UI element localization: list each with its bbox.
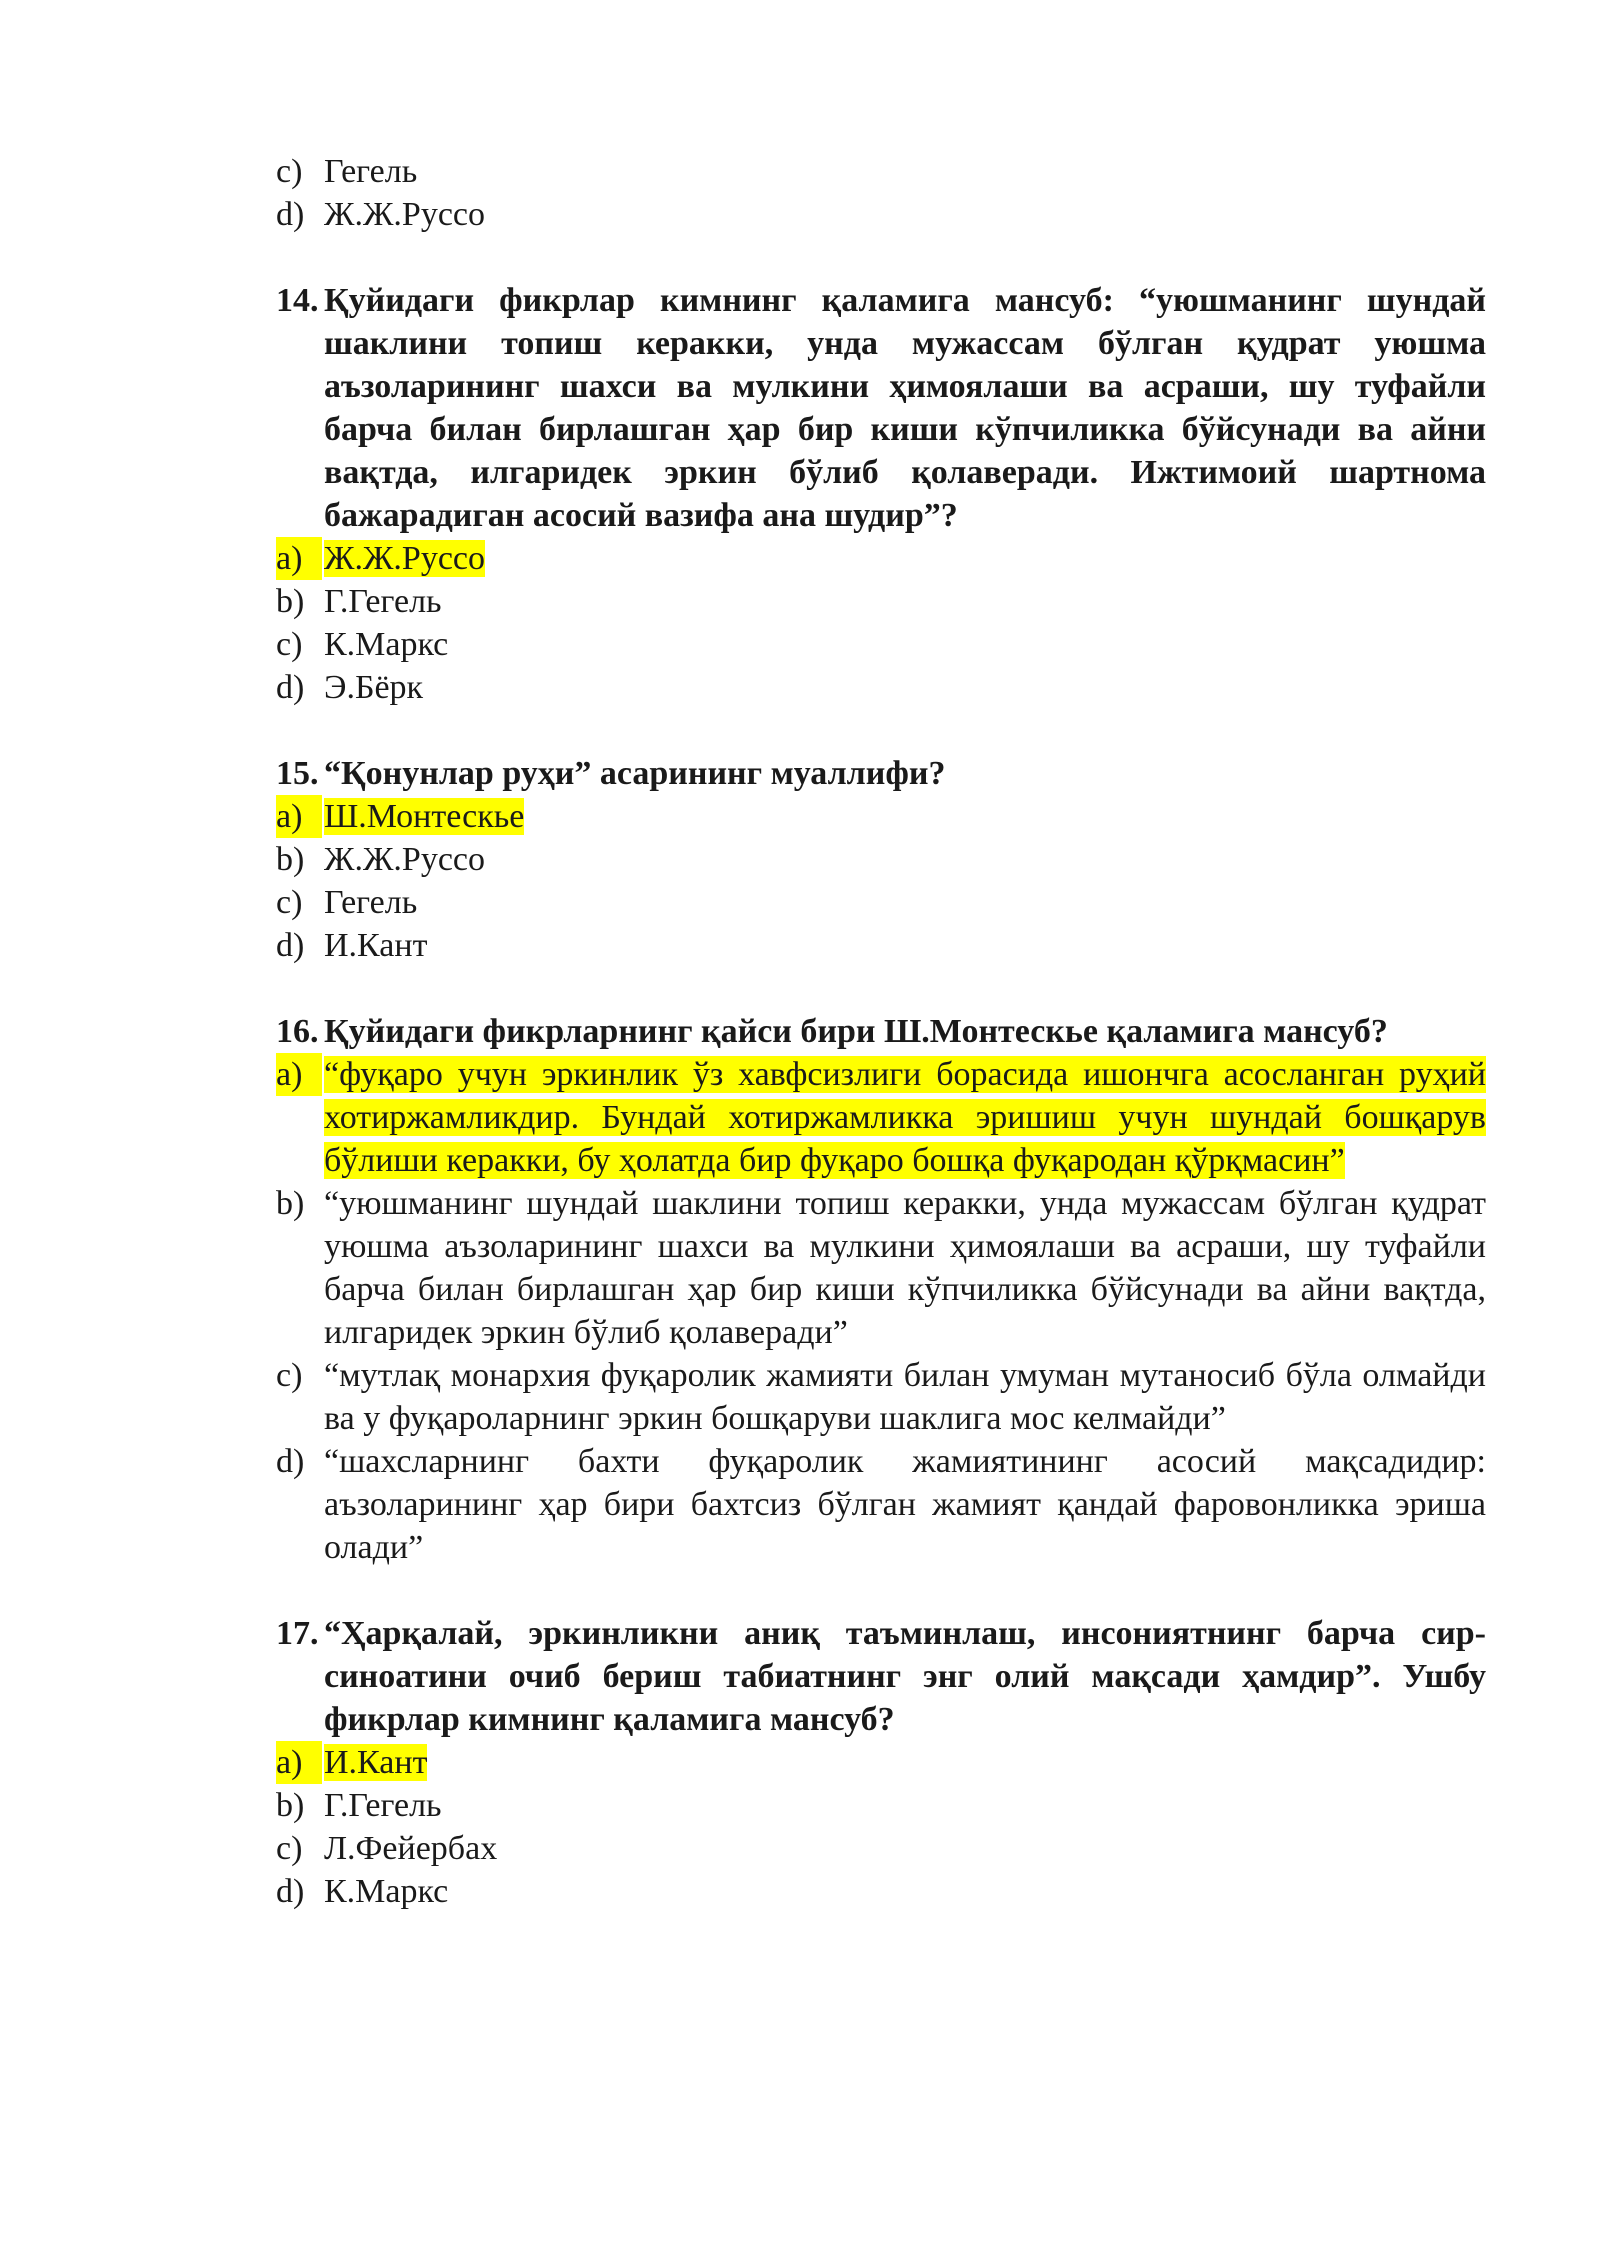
answer-option bbox=[276, 881, 1486, 924]
option-letter: a) bbox=[276, 795, 302, 838]
question-14 bbox=[276, 279, 1486, 537]
option-letter: b) bbox=[276, 1185, 305, 1222]
answer-option bbox=[276, 1784, 1486, 1827]
question-17 bbox=[276, 1612, 1486, 1741]
option-letter: c) bbox=[276, 153, 303, 190]
option-letter: d) bbox=[276, 669, 305, 706]
question-number: 15. bbox=[276, 755, 319, 792]
option-text: Г.Гегель bbox=[324, 1787, 442, 1824]
answer-option bbox=[276, 623, 1486, 666]
document-page bbox=[276, 150, 1486, 1913]
answer-option bbox=[276, 1827, 1486, 1870]
option-text: “шахсларнинг бахти фуқаролик жамиятининг асосий мақсадидир: аъзоларининг ҳар бири бахтсиз бўлган жамият қандай фаровонликка эриша олади” bbox=[324, 1443, 1486, 1566]
option-text: Гегель bbox=[324, 884, 418, 921]
question-text: Қуйидаги фикрларнинг қайси бири Ш.Монтескье қаламига мансуб? bbox=[324, 1013, 1388, 1050]
question-text: “Ҳарқалай, эркинликни аниқ таъминлаш, инсониятнинг барча сир-синоатини очиб бериш табиатнинг энг олий мақсади ҳамдир”. Ушбу фикрлар кимнинг қаламига мансуб? bbox=[324, 1615, 1486, 1738]
option-text: “мутлақ монархия фуқаролик жамияти билан умуман мутаносиб бўла олмайди ва у фуқароларнинг эркин бошқаруви шаклига мос келмайди” bbox=[324, 1357, 1486, 1437]
option-letter: c) bbox=[276, 1830, 303, 1867]
option-text: Ж.Ж.Руссо bbox=[324, 540, 486, 577]
option-letter: a) bbox=[276, 1053, 302, 1096]
option-text: К.Маркс bbox=[324, 626, 449, 663]
answer-option bbox=[276, 150, 1486, 193]
answer-option bbox=[276, 1354, 1486, 1440]
question-number: 16. bbox=[276, 1013, 319, 1050]
option-letter: d) bbox=[276, 196, 305, 233]
option-text: Ж.Ж.Руссо bbox=[324, 196, 486, 233]
option-letter: b) bbox=[276, 841, 305, 878]
question-16 bbox=[276, 1010, 1486, 1053]
option-text: Л.Фейербах bbox=[324, 1830, 498, 1867]
option-text: Гегель bbox=[324, 153, 418, 190]
option-letter: b) bbox=[276, 583, 305, 620]
answer-option-correct bbox=[276, 1053, 1486, 1182]
answer-option bbox=[276, 1182, 1486, 1354]
option-text: И.Кант bbox=[324, 927, 428, 964]
option-letter: c) bbox=[276, 1357, 303, 1394]
question-text: “Қонунлар руҳи” асарининг муаллифи? bbox=[324, 755, 946, 792]
option-letter: b) bbox=[276, 1787, 305, 1824]
option-letter: d) bbox=[276, 1443, 305, 1480]
answer-option bbox=[276, 666, 1486, 709]
answer-option-correct bbox=[276, 795, 1486, 838]
answer-option bbox=[276, 838, 1486, 881]
option-text: “фуқаро учун эркинлик ўз хавфсизлиги борасида ишончга асосланган руҳий хотиржамликдир. Бундай хотиржамликка эришиш учун шундай бошқарув бўлиши керакки, бу ҳолатда бир фуқаро бошқа фуқародан қўрқмасин” bbox=[324, 1056, 1486, 1179]
option-letter: c) bbox=[276, 884, 303, 921]
option-text: Э.Бёрк bbox=[324, 669, 424, 706]
option-text: “уюшманинг шундай шаклини топиш керакки, унда мужассам бўлган қудрат уюшма аъзоларининг шахси ва мулкини ҳимоялаши ва асраши, шу туфайли барча билан бирлашган ҳар бир киши кўпчиликка бўйсунади ва айни вақтда, илгаридек эркин бўлиб қолаверади” bbox=[324, 1185, 1486, 1351]
answer-option bbox=[276, 1870, 1486, 1913]
answer-option bbox=[276, 1440, 1486, 1569]
answer-option bbox=[276, 580, 1486, 623]
option-letter: a) bbox=[276, 537, 302, 580]
answer-option-correct bbox=[276, 537, 1486, 580]
answer-option-correct bbox=[276, 1741, 1486, 1784]
question-number: 14. bbox=[276, 282, 319, 319]
question-15 bbox=[276, 752, 1486, 795]
option-letter: d) bbox=[276, 927, 305, 964]
option-letter: a) bbox=[276, 1741, 302, 1784]
option-letter: d) bbox=[276, 1873, 305, 1910]
option-text: Ш.Монтескье bbox=[324, 798, 525, 835]
option-text: К.Маркс bbox=[324, 1873, 449, 1910]
answer-option bbox=[276, 924, 1486, 967]
question-text: Қуйидаги фикрлар кимнинг қаламига мансуб: “уюшманинг шундай шаклини топиш керакки, унда мужассам бўлган қудрат уюшма аъзоларининг шахси ва мулкини ҳимоялаши ва асраши, шу туфайли барча билан бирлашган ҳар бир киши кўпчиликка бўйсунади ва айни вақтда, илгаридек эркин бўлиб қолаверади. Ижтимоий шартнома бажарадиган асосий вазифа ана шудир”? bbox=[324, 282, 1486, 534]
option-letter: c) bbox=[276, 626, 303, 663]
answer-option bbox=[276, 193, 1486, 236]
option-text: И.Кант bbox=[324, 1744, 428, 1781]
option-text: Ж.Ж.Руссо bbox=[324, 841, 486, 878]
option-text: Г.Гегель bbox=[324, 583, 442, 620]
question-number: 17. bbox=[276, 1615, 319, 1652]
